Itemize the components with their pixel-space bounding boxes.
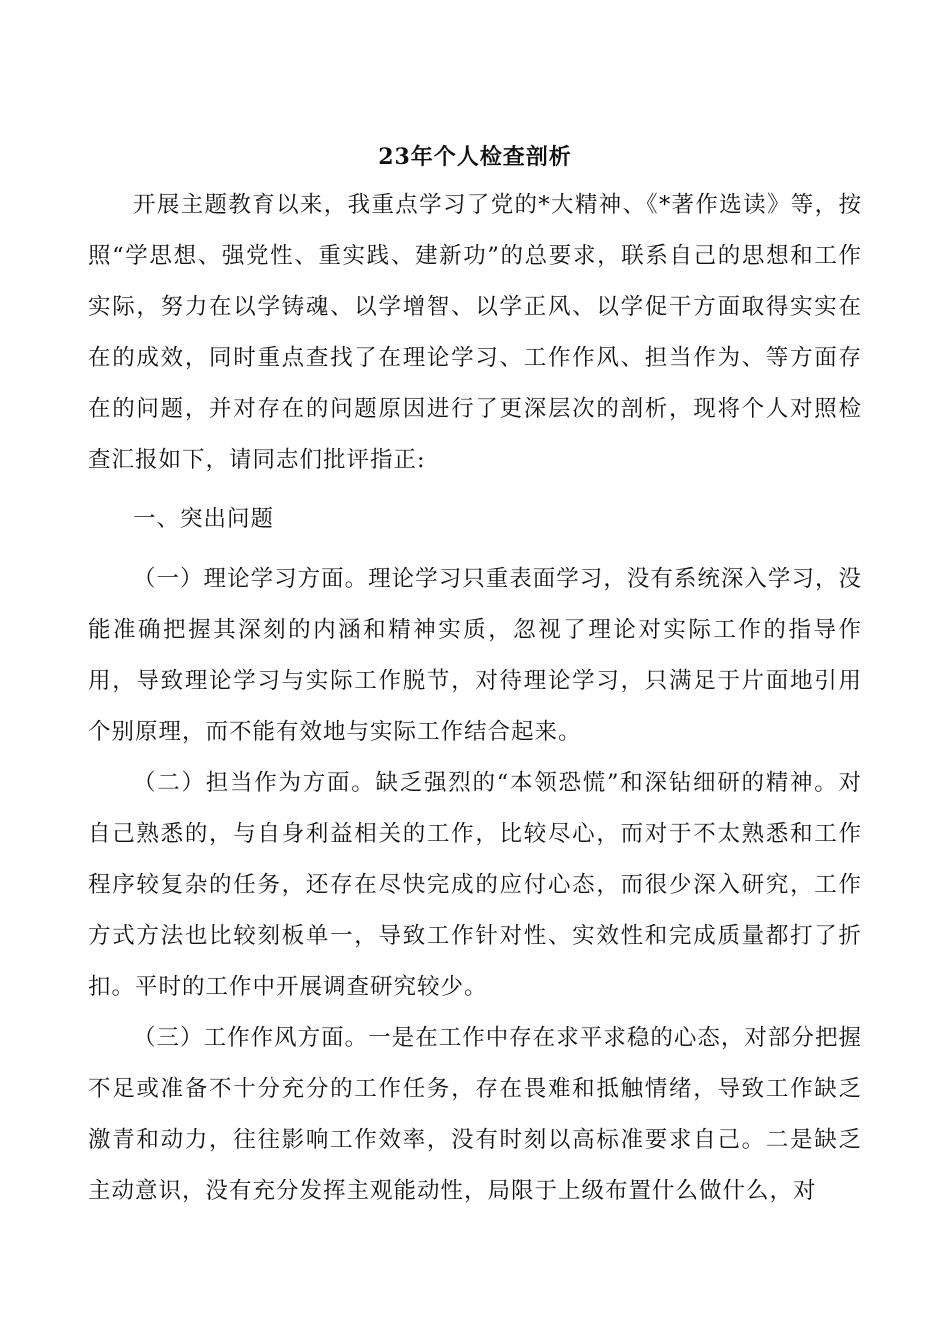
intro-paragraph: 开展主题教育以来，我重点学习了党的*大精神、《*著作选读》等，按照“学思想、强党性、重实践、建新功”的总要求，联系自己的思想和工作实际，努力在以学铸魂、以学增智、以学正风、以学促干方面取得实实在在的成效，同时重点查找了在理论学习、工作作风、担当作为、等方面存在的问题，并对存在的问题原因进行了更深层次的剖析，现将个人对照检查汇报如下，请同志们批评指正:	[88, 192, 862, 473]
paragraph-theory-study: （一）理论学习方面。理论学习只重表面学习，没有系统深入学习，没能准确把握其深刻的内涵和精神实质，忽视了理论对实际工作的指导作用，导致理论学习与实际工作脱节，对待理论学习，只满足于片面地引用个别原理，而不能有效地与实际工作结合起来。	[88, 566, 862, 745]
section-heading: 一、突出问题	[133, 506, 275, 532]
document-title: 23年个人检查剖析	[378, 144, 572, 170]
paragraph-responsibility: （二）担当作为方面。缺乏强烈的“本领恐慌”和深钻细研的精神。对自己熟悉的，与自身利益相关的工作，比较尽心，而对于不太熟悉和工作程序较复杂的任务，还存在尽快完成的应付心态，而很少深入研究，工作方式方法也比较刻板单一，导致工作针对性、实效性和完成质量都打了折扣。平时的工作中开展调查研究较少。	[88, 770, 862, 1000]
paragraph-work-style: （三）工作作风方面。一是在工作中存在求平求稳的心态，对部分把握不足或准备不十分充分的工作任务，存在畏难和抵触情绪，导致工作缺乏激青和动力，往往影响工作效率，没有时刻以高标准要求自己。二是缺乏主动意识，没有充分发挥主观能动性，局限于上级布置什么做什么，对	[88, 1025, 862, 1204]
document-body	[88, 135, 862, 1217]
